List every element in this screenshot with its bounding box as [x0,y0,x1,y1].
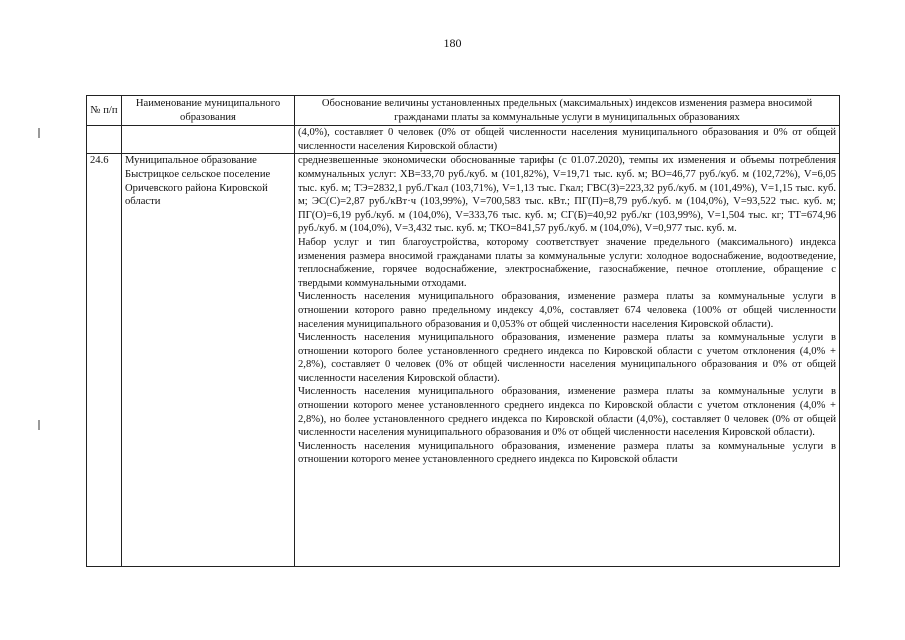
table-header-row [87,96,840,126]
municipality-name: Муниципальное образование Быстрицкое сельское поселение Оричевского района Кировской области [122,154,295,567]
table-row-24-6 [87,154,840,567]
tariffs-paragraph: среднезвешенные экономически обоснованные тарифы (с 01.07.2020), темпы их изменения и объемы потребления коммунальных услуг: ХВ=33,70 руб./куб. м (101,82%), V=19,71 тыс. куб. м; ВО=46,77 руб./куб. м (102,72%), V=6,05 тыс. куб. м; ТЭ=2832,1 руб./Гкал (103,71%), V=1,13 тыс. Гкал; ГВС(З)=223,32 руб./куб. м (101,49%), V=1,15 тыс. куб. м; ЭС(С)=2,87 руб./кВт·ч (103,99%), V=700,583 тыс. кВт.; ПГ(П)=8,79 руб./куб. м (104,0%), V=93,522 тыс. куб. м; ПГ(О)=6,19 руб./куб. м (104,0%), V=333,76 тыс. куб. м; СГ(Б)=40,92 руб./кг (103,99%), V=1,504 тыс. кг; ТТ=674,96 руб./куб. м (104,0%), V=3,432 тыс. куб. м; ТКО=841,57 руб./куб. м (104,0%), V=0,977 тыс. куб. м. [298,155,836,235]
page-number: 180 [443,36,462,50]
cell-empty-municipality [122,126,295,154]
cell-continuation-text: (4,0%), составляет 0 человек (0% от общей численности населения муниципального образования и 0% от общей численности населения Кировской области) [295,126,840,154]
population-above-paragraph: Численность населения муниципального образования, изменение размера платы за коммунальные услуги в отношении которого более установленного среднего индекса по Кировской области с учетом отклонения (4,0% + 2,8%), составляет 0 человек (0% от общей численности населения муниципального образования и 0% от общей численности населения Кировской области). [298,332,836,384]
header-municipality: Наименование муниципального образования [122,96,295,126]
header-number: № п/п [87,96,122,126]
population-below-paragraph: Численность населения муниципального образования, изменение размера платы за коммунальные услуги в отношении которого менее установленного среднего индекса по Кировской области [298,440,836,466]
justification-cell [295,154,840,567]
table-row-continuation [87,126,840,154]
population-equal-paragraph: Численность населения муниципального образования, изменение размера платы за коммунальные услуги в отношении которого равно предельному индексу 4,0%, составляет 674 человека (100% от общей численности населения муниципального образования и 0,053% от общей численности населения Кировской области). [298,291,836,330]
justification-table [86,95,840,567]
population-between-paragraph: Численность населения муниципального образования, изменение размера платы за коммунальные услуги в отношении которого менее установленного среднего индекса по Кировской области с учетом отклонения (4,0% + 2,8%), но более установленного среднего индекса по Кировской области (4,0%), составляет 0 человек (0% от общей численности населения муниципального образования и 0% от общей численности населения Кировской области). [298,386,836,439]
row-number: 24.6 [87,154,122,567]
header-justification: Обоснование величины установленных предельных (максимальных) индексов изменения размера вносимой гражданами платы за коммунальные услуги в муниципальных образованиях [295,96,840,126]
margin-mark-bottom [38,420,40,430]
margin-mark-top [38,128,40,138]
cell-empty-number [87,126,122,154]
services-paragraph: Набор услуг и тип благоустройства, которому соответствует значение предельного (максимального) индекса изменения размера вносимой гражданами платы за коммунальные услуги: холодное водоснабжение, водоотведение, теплоснабжение, горячее водоснабжение, электроснабжение, газоснабжение, печное отопление, обращение с твердыми коммунальными отходами. [298,236,836,289]
